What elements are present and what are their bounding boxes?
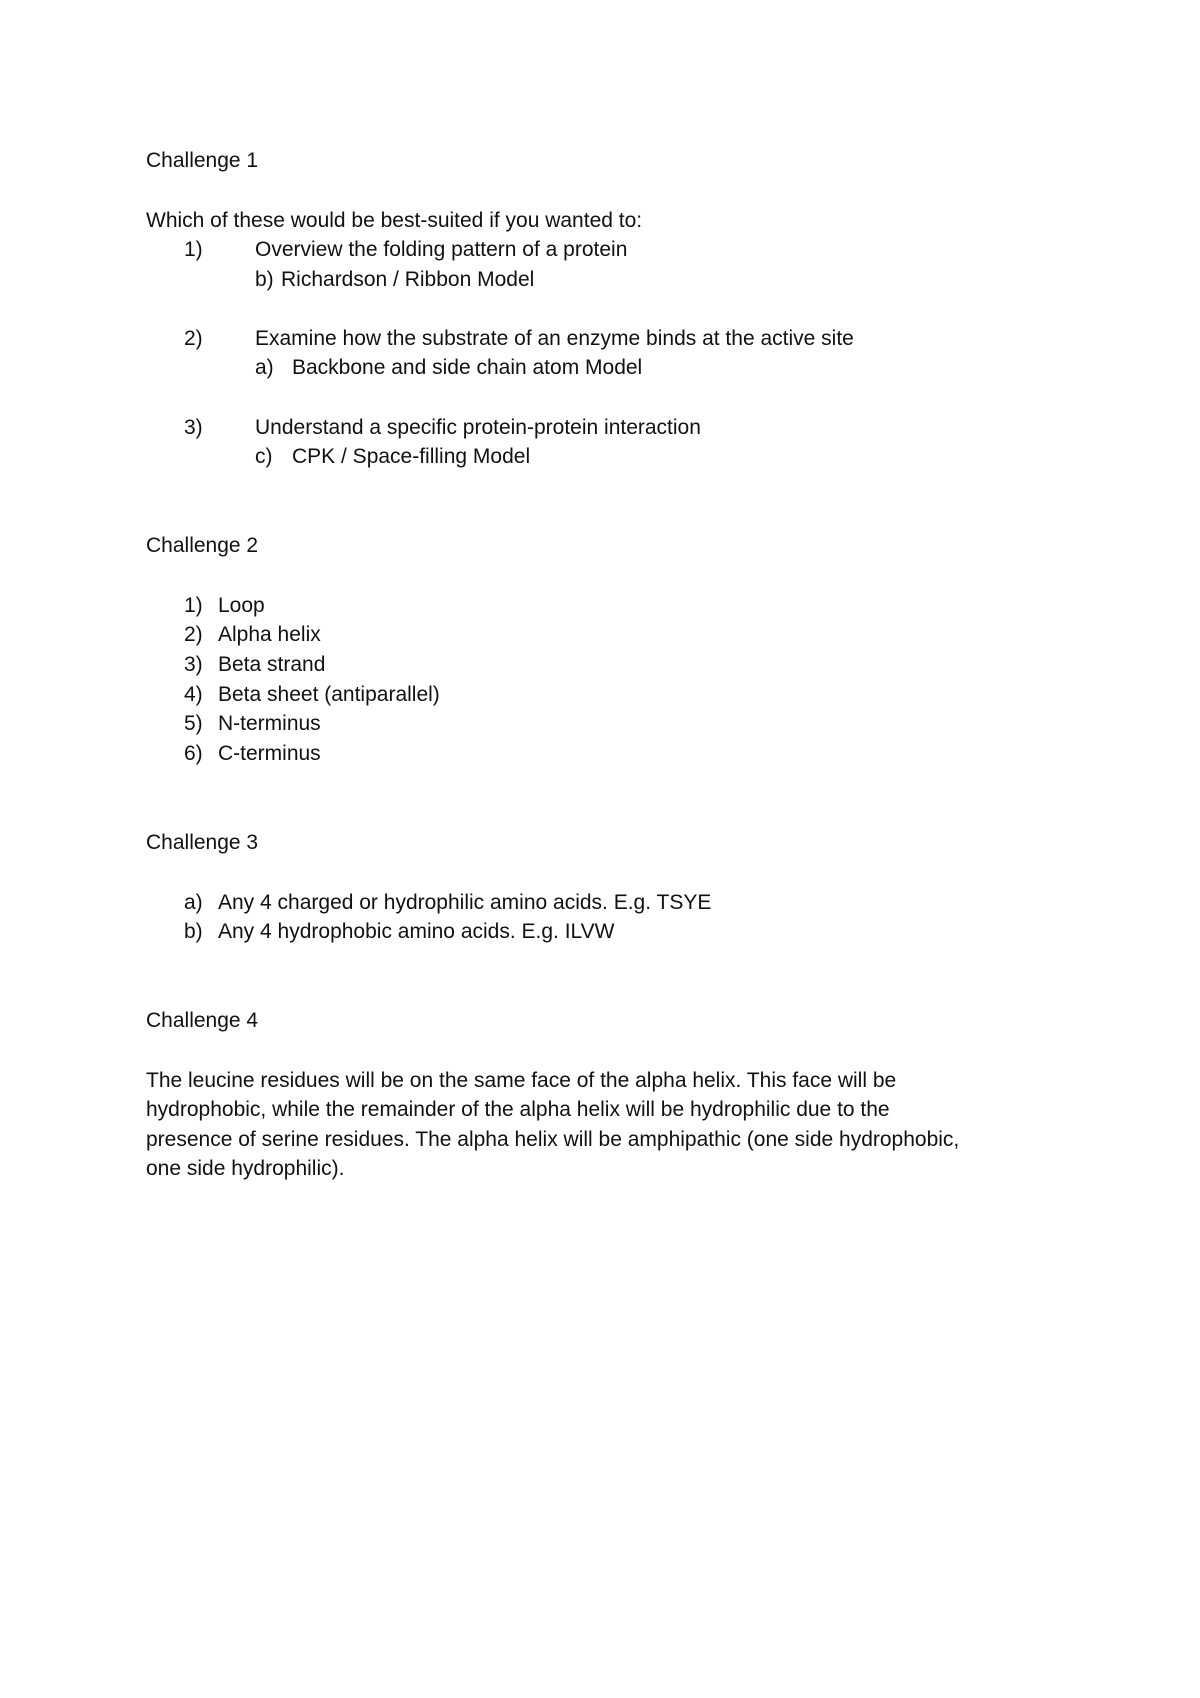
challenge-4-line-2: hydrophobic, while the remainder of the alpha helix will be hydrophilic due to the [146, 1098, 890, 1121]
challenge-2-item-3-number: 3) [184, 653, 203, 676]
challenge-1-item-3-answer-letter: c) [255, 445, 273, 468]
challenge-2-item-5-number: 5) [184, 712, 203, 735]
challenge-2-heading: Challenge 2 [146, 534, 259, 557]
challenge-2-item-4-number: 4) [184, 683, 203, 706]
challenge-4-line-1: The leucine residues will be on the same face of the alpha helix. This face will be [146, 1069, 897, 1092]
challenge-2-item-1-text: Loop [218, 594, 265, 617]
challenge-3-item-a-text: Any 4 charged or hydrophilic amino acids. E.g. TSYE [218, 891, 712, 914]
challenge-3-item-b-text: Any 4 hydrophobic amino acids. E.g. ILVW [218, 920, 615, 943]
challenge-1-item-1-answer: Richardson / Ribbon Model [281, 268, 535, 291]
challenge-3-item-b-letter: b) [184, 920, 203, 943]
challenge-1-item-1-answer-letter: b) [255, 268, 274, 291]
challenge-1-item-3-number: 3) [184, 416, 203, 439]
challenge-2-item-6-number: 6) [184, 742, 203, 765]
challenge-3-heading: Challenge 3 [146, 831, 259, 854]
challenge-2-item-2-number: 2) [184, 623, 203, 646]
challenge-1-intro: Which of these would be best-suited if you wanted to: [146, 209, 643, 232]
challenge-1-item-3-answer: CPK / Space-filling Model [292, 445, 531, 468]
challenge-4-line-3: presence of serine residues. The alpha helix will be amphipathic (one side hydrophobic, [146, 1128, 960, 1151]
challenge-2-item-5-text: N-terminus [218, 712, 321, 735]
challenge-1-item-1-number: 1) [184, 238, 203, 261]
challenge-1-item-2-question: Examine how the substrate of an enzyme binds at the active site [255, 327, 854, 350]
challenge-2-item-3-text: Beta strand [218, 653, 326, 676]
challenge-4-line-4: one side hydrophilic). [146, 1157, 345, 1180]
challenge-1-item-3-question: Understand a specific protein-protein interaction [255, 416, 701, 439]
challenge-1-item-2-number: 2) [184, 327, 203, 350]
challenge-4-heading: Challenge 4 [146, 1009, 259, 1032]
challenge-1-heading: Challenge 1 [146, 149, 259, 172]
challenge-2-item-4-text: Beta sheet (antiparallel) [218, 683, 440, 706]
challenge-2-item-2-text: Alpha helix [218, 623, 321, 646]
challenge-1-item-2-answer: Backbone and side chain atom Model [292, 356, 643, 379]
challenge-2-item-1-number: 1) [184, 594, 203, 617]
challenge-2-item-6-text: C-terminus [218, 742, 321, 765]
challenge-1-item-1-question: Overview the folding pattern of a protein [255, 238, 628, 261]
challenge-1-item-2-answer-letter: a) [255, 356, 274, 379]
challenge-3-item-a-letter: a) [184, 891, 203, 914]
